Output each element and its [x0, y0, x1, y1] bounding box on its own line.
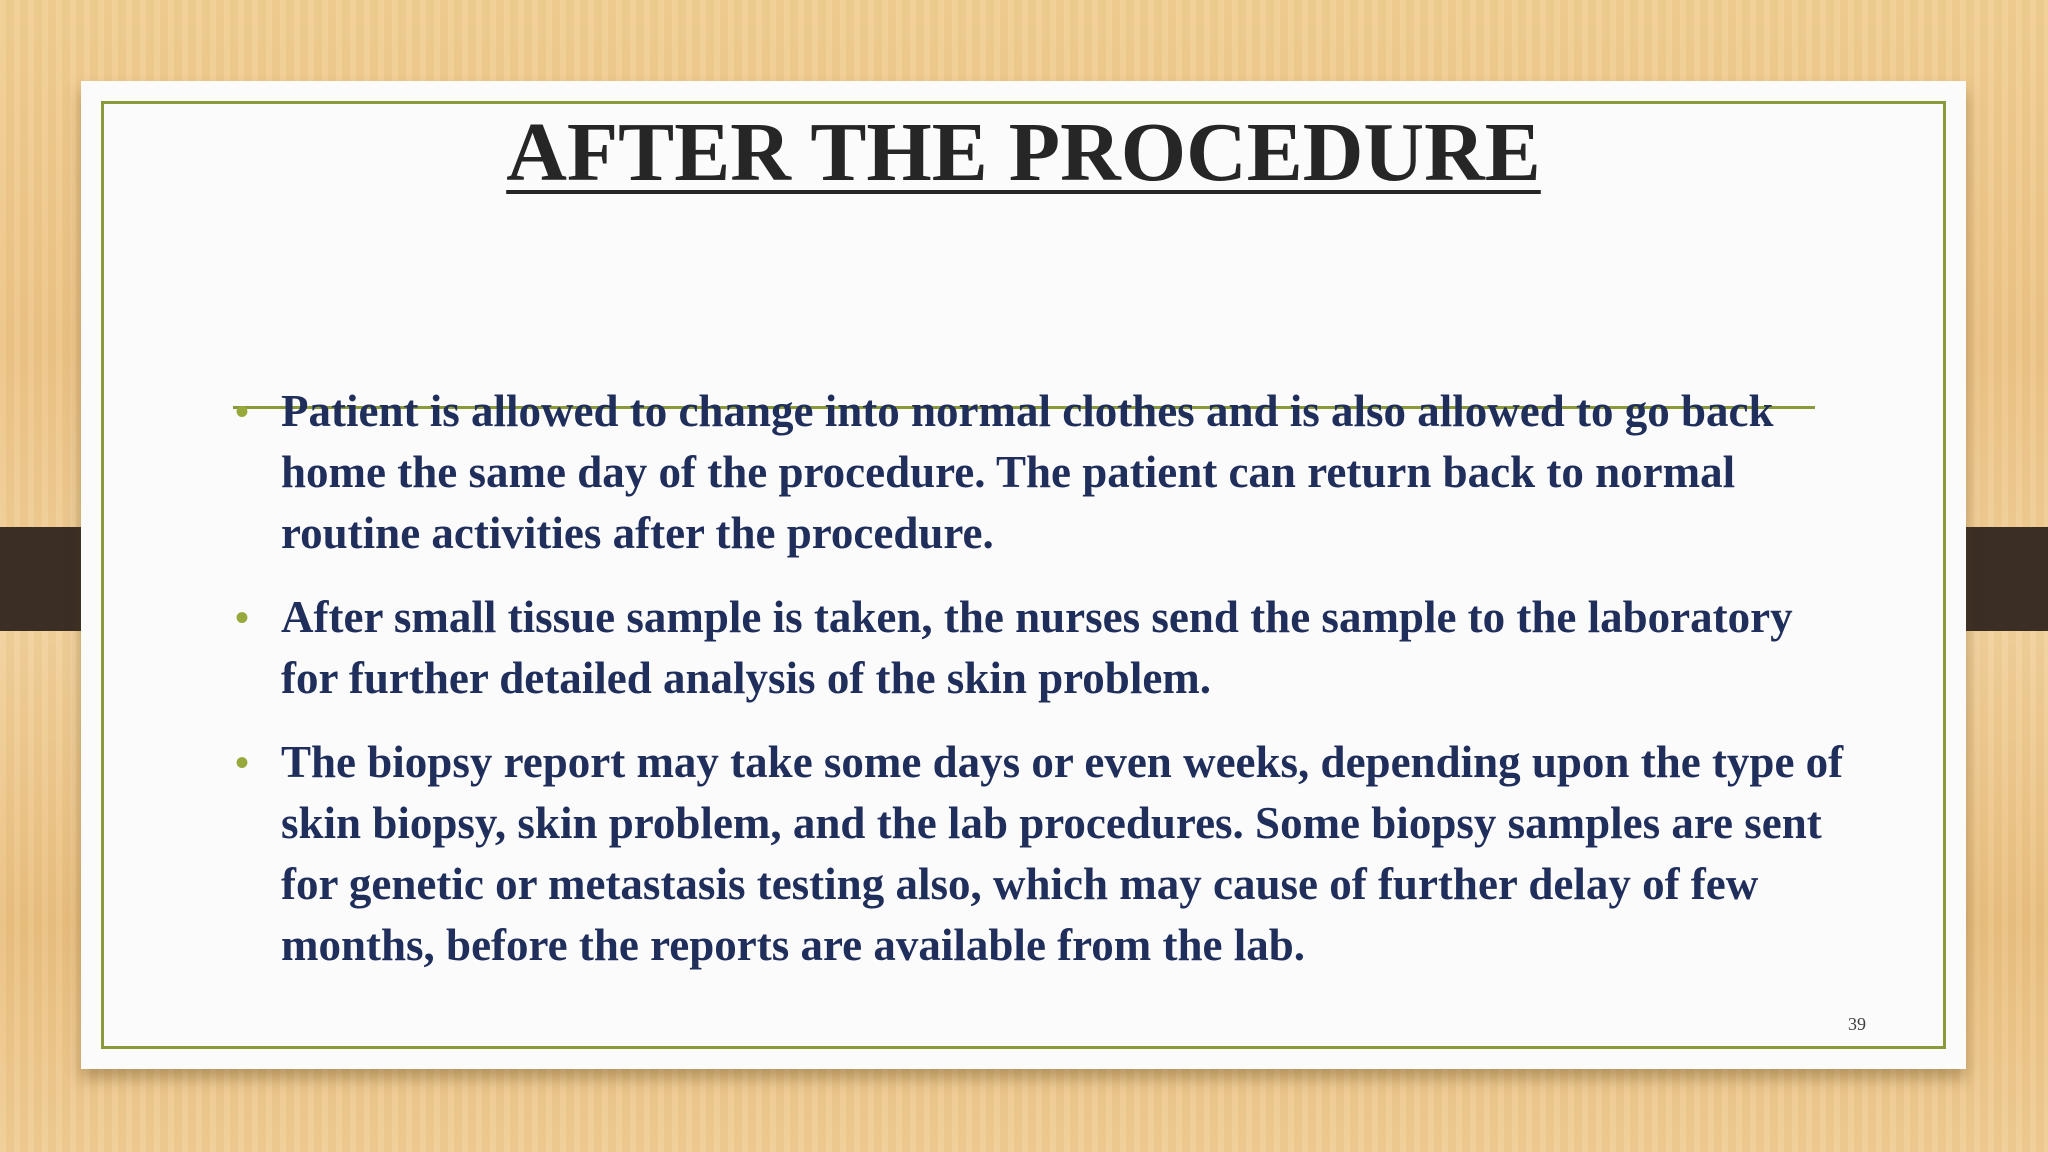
slide-title: AFTER THE PROCEDURE — [506, 106, 1541, 199]
slide — [81, 81, 1966, 1069]
bullet-item — [235, 587, 1851, 709]
bullet-item — [235, 381, 1851, 564]
bullet-text: The biopsy report may take some days or even weeks, depending upon the type of skin biopsy, skin problem, and the lab procedures. Some biopsy samples are sent for genetic or metastasis testing also, which may cause of further delay of few months, before the reports are available from the lab. — [281, 737, 1844, 970]
page-number: 39 — [1848, 1014, 1866, 1034]
bullet-text: After small tissue sample is taken, the nurses send the sample to the laboratory for further detailed analysis of the skin problem. — [281, 592, 1793, 703]
bullet-item — [235, 732, 1851, 976]
bullet-text: Patient is allowed to change into normal clothes and is also allowed to go back home the same day of the procedure. The patient can return back to normal routine activities after the procedure. — [281, 386, 1774, 558]
bullet-dot-icon: • — [235, 389, 250, 434]
bullet-list — [235, 381, 1851, 999]
bullet-dot-icon: • — [235, 595, 250, 640]
bullet-dot-icon: • — [235, 740, 250, 785]
